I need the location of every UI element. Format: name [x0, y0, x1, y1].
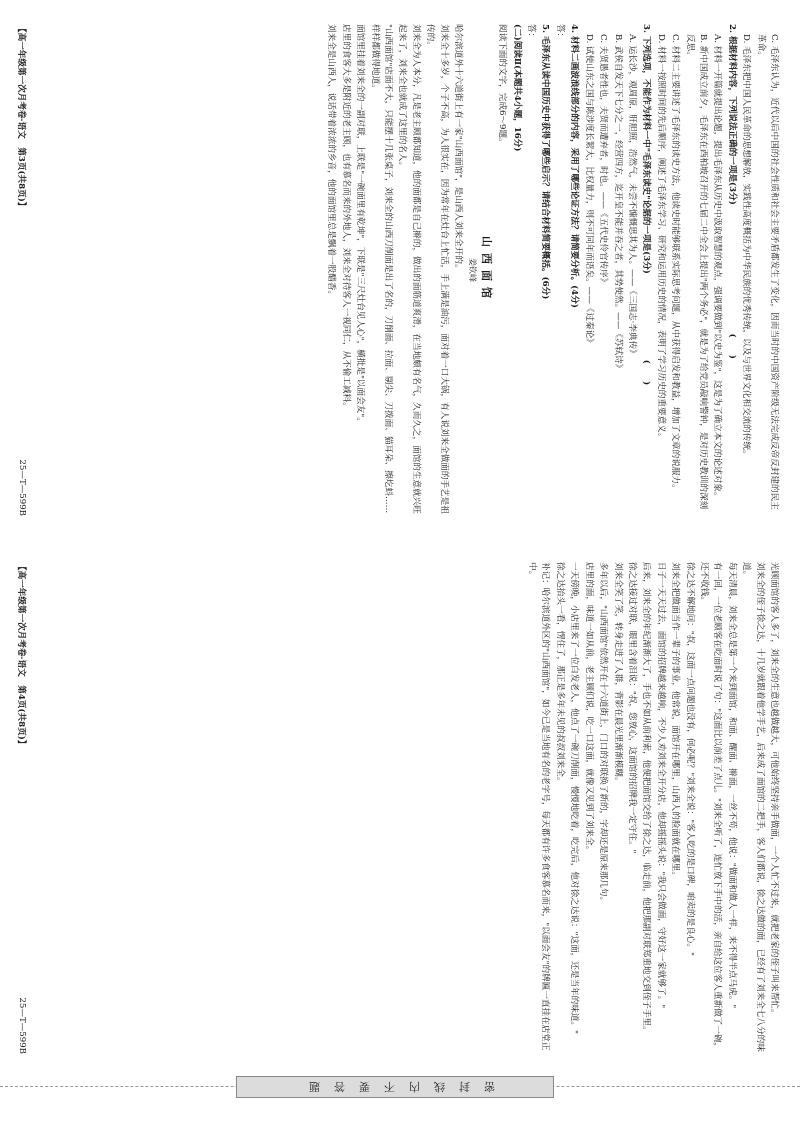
question-line: (二)阅读Ⅱ(本题共4小题，16分): [511, 24, 522, 152]
page-3-footer: [16, 24, 28, 516]
footer-page-label: 【高一年级第一次月考卷·语文 第4页(共8页)】: [16, 562, 26, 749]
question-line: B. 新中国成立前夕，毛泽东在西柏坡召开的七届二中全会上提出"两个务必"，就是为了给党员敲响警钟，是对历史教训的深刻反思。: [684, 34, 708, 510]
article-paragraph: 后来，刘来全的年纪渐渐大了，手也不如从前利索，他便把面馆交给了徐之达，临走前，他把那副对联郑重地交到侄子手里。: [641, 562, 652, 1035]
article-paragraph: 面馆里挂着刘来全的一副对联，上联是"一碗面里有乾坤"，下联是"三尺灶台见人心"，横批是"以面会友"。: [355, 24, 366, 426]
article-paragraph: 刘来全为人本分，凡是老主顾都知道，他的面都是自己擀的，做出的面筋道爽滑，在当地颇有名气，久而久之，面馆的生意就兴旺起来了，刘来全也就成了这里的名人。: [397, 24, 421, 514]
footer-code: 25—T—599B: [17, 997, 27, 1054]
article-paragraph: 刘来全的侄子徐之达，十几岁就跟着他学手艺，后来成了面馆的二把手，客人们都说，徐之达做的面，已经有了刘来全七八分的味道。: [741, 562, 765, 1052]
seal-banner: [236, 1076, 554, 1098]
question-line: D. 试使山东之国与陈涉度长絜大，比权量力，则不可同年而语矣。——《过秦论》: [583, 34, 594, 347]
question-line: A. 材料一开篇就提出论题，提出毛泽东从历史中汲取智慧的观点，强调要做到"以史为鉴"，这是为了确立本文的论述对象。: [712, 34, 723, 501]
page-4-footer: [16, 562, 28, 1054]
question-line: 5. 毛泽东从读中国历史中获得了哪些启示？请结合材料简要概括。(6分): [540, 24, 551, 300]
article-paragraph: 刘来全十多岁，个子不高，为人很实在，因为常年在灶台上忙活，手上满是油污，面对着一口大锅，有人说刘来全做面的手艺是祖传的。: [425, 24, 449, 514]
question-line: D. 材料一按照时间的先后顺序，阐述了毛泽东学习、研究和运用历史的情况，表明了学习历史的重要意义。: [655, 34, 666, 442]
question-line: 阅读下面的文字，完成6～9题。: [497, 24, 508, 147]
exam-page-3: [10, 10, 790, 530]
question-line: 答：: [554, 24, 565, 42]
question-line: 2. 根据材料内容，下列说法正确的一项是(3分) ( ): [726, 24, 737, 359]
article-body: [324, 24, 464, 516]
article-title: 山西面馆: [479, 236, 493, 304]
question-line: C. 材料二主要讲述了毛泽东的读史方法，他读史时能够联系实际思考问题，从中获得启发和教益，增加了文章的说服力。: [670, 34, 681, 493]
article-paragraph: 刘来全是山西人，说话带着浓浓的乡音，他的面馆里总是飘着一股醋香。: [326, 24, 337, 300]
question-line: A. 运长沙，观周原，肝胆照，浩然气，未尝不慷慨思其为人。——《三国志·李典传》: [626, 34, 637, 358]
footer-code: 25—T—599B: [17, 459, 27, 516]
article-paragraph: 有一回，一位老顾客在吃面时说了句："这面比以前差了点儿。"刘来全听了，连忙放下手中的活，亲自给这位客人重新做了一碗，还不收钱。: [698, 562, 723, 1052]
article-author: 姜钦峰: [468, 258, 478, 282]
question-line: D. 毛泽东把中国人民革命的思想解放，实践性高度概括为中华民族的优秀传统，以及与世界文化相交流的传统。: [741, 34, 752, 459]
article-paragraph: 每天清晨，刘来全总是第一个来到面馆，和面、醒面、擀面，一丝不苟，他说："做面和做人一样，来不得半点马虎。": [726, 562, 737, 1009]
article-paragraph: 刘来全笑了笑，转身走进了人群，背影在晨光里渐渐模糊。: [612, 562, 623, 786]
article-paragraph: 多年以后，"山西面馆"依然开在十六道街上，门口的对联换了新的，字却还是原来那几句。: [598, 562, 609, 906]
question-line: B. 武侯自发天下七分之一，经营四方，迄开皇不能并吞之者，其势使然。——《苏轼诗》: [612, 34, 623, 373]
article-continuation: [525, 562, 780, 1054]
question-line: C. 夫贤愚者性也，夫贤而遭弃者，时也。——《五代史伶官传序》: [598, 34, 609, 287]
page-3-content: [324, 10, 790, 530]
article-paragraph: 徐之达接过对联，眼里含着泪说："叔，您放心，这面馆的招牌我一定守住。": [626, 562, 637, 854]
question-block: [495, 24, 780, 516]
article-paragraph: 刘来全把做面当作一辈子的事业，他常说，面馆开在哪里，山西人的脸面就在哪里。: [670, 562, 681, 880]
article-paragraph: 徐之达不解地问："叔，这面一点问题也没有，何必呢？"刘来全说："客人吃的是口碑，咱卖的是良心。": [684, 562, 695, 956]
footer-page-label: 【高一年级第一次月考卷·语文 第3页(共8页)】: [16, 24, 26, 211]
article-paragraph: 光顾面馆的客人多了，刘来全的生意也越做越大，可他始终坚持亲手做面，一个人忙不过来，就把老家的侄子叫来帮忙。: [769, 562, 779, 1018]
article-paragraph: 店里的食客大多是附近的老主顾，也有慕名而来的外地人，刘来全对待客人一视同仁，从不偷工减料。: [340, 24, 351, 411]
article-paragraph: 一天傍晚，小店里来了一位白发老人，他点了一碗刀削面，慢慢地吃着，吃完后，他对徐之达说："这面，还是当年的味道。": [569, 562, 580, 1034]
question-line: 3. 下列选项，不能作为材料一中"毛泽东读史"论据的一项是(3分) ( ): [641, 24, 652, 386]
article-paragraph: 日子一天天过去，面馆的招牌越来越响，不少人劝刘来全开分店，他却摇摇头说："我只会做面，守好这一家就够了。": [655, 562, 666, 1009]
seal-text: 密封线内不要答题: [295, 1080, 495, 1093]
article-paragraph: 徐之达抬头一看，愣住了，那正是多年未见的叔叔刘来全。: [554, 562, 565, 786]
exam-page-4: [10, 548, 790, 1068]
question-line: C. 毛泽东认为，近代以后中国的社会性质和社会主要矛盾都发生了变化，因而当时的中国资产阶级无法完成反帝反封建的民主革命。: [755, 34, 779, 510]
question-line: 答：: [526, 24, 537, 42]
article-paragraph: 店里的面，味道一如从前，老主顾们说，吃一口这面，就像又见到了刘来全。: [583, 562, 594, 855]
article-paragraph: "山西面馆"店面不大，只能摆十几张桌子，刘来全的山西刀削面是出了名的，刀削面、拉面、剔尖、刀拨面、猫耳朵、擦圪蚪……样样都做得地道。: [369, 24, 394, 514]
article-paragraph: 哈尔滨道外十六道街上有一家"山西面馆"，是山西人刘来全开的。: [453, 24, 464, 273]
page-4-content: [525, 548, 790, 1068]
article-paragraph: 补记：哈尔滨道外区的"山西面馆"，如今已是当地有名的老字号，每天都有许多食客慕名而来，"以面会友"的牌匾一直挂在店堂正中。: [527, 562, 551, 1051]
question-line: 4. 材料二画波浪线部分的内容，采用了哪些论证方法？请简要分析。(4分): [569, 24, 580, 308]
